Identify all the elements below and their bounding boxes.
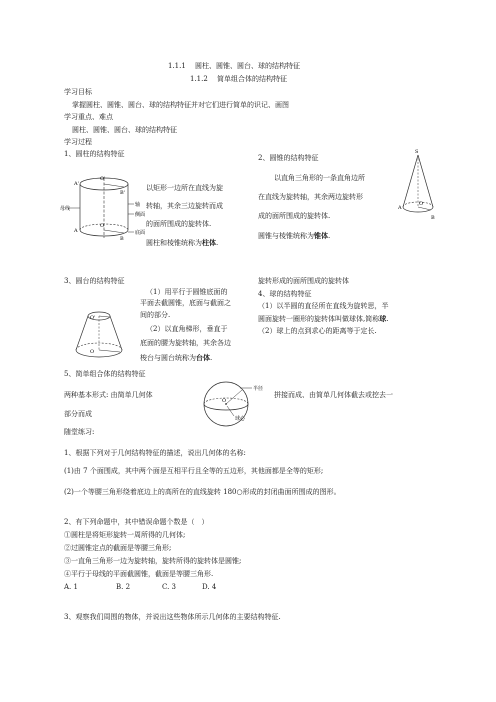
cylinder-tag-side: 侧面 xyxy=(135,212,146,218)
sphere-desc-2-text: 圆面旋转一圈形的旋转体叫做球体,简称 xyxy=(258,315,380,323)
sphere-desc-1: （1）以半圆的直径所在直线为旋转思，半 xyxy=(258,302,389,310)
question-2-statement-2: ②过圆锥定点的截面是等腰三角形; xyxy=(64,544,172,552)
cylinder-label-b: B xyxy=(120,236,124,242)
cylinder-desc-2: 转轴，其余三边旋转而成 xyxy=(146,202,223,210)
sphere-section-title: 4、球的结构特征 xyxy=(258,290,312,298)
cylinder-desc-3: 的面所围成的旋转体. xyxy=(146,220,212,228)
question-2-option-c: C. 3 xyxy=(162,583,177,591)
composite-section-title: 5、简单组合体的结构特征 xyxy=(64,370,146,378)
sphere-pre-text: 旋转形成的面所围成的旋转体 xyxy=(258,277,349,285)
frustum-label-o: O xyxy=(90,349,95,355)
sphere-desc-2-end: . xyxy=(386,315,389,323)
frustum-desc-2: 平面去截圆锥，底面与截面之 xyxy=(140,299,231,307)
practice-heading: 随堂练习: xyxy=(64,428,95,436)
composite-desc-1-right: 拼接而成、由简单几何体截去或挖去一 xyxy=(274,391,393,399)
frustum-desc-5: 底面的腰为旋转轴，其余各边 xyxy=(140,339,231,347)
cylinder-summary-text: 圆柱和棱锥统称为 xyxy=(146,239,202,247)
keypoints-heading: 学习重点、难点 xyxy=(64,113,113,121)
sphere-figure xyxy=(196,378,274,432)
cone-label-b: B xyxy=(431,215,435,221)
sphere-desc-3: （2）球上的点到求心的距离等于定长. xyxy=(258,327,377,335)
cone-section-title: 2、圆锥的结构特征 xyxy=(258,154,319,162)
frustum-section-title: 3、圆台的结构特征 xyxy=(64,277,125,285)
cone-desc-4 xyxy=(258,233,330,240)
cone-desc-3: 成的面所围成的旋转体. xyxy=(258,212,331,220)
cone-summary-end: . xyxy=(328,232,331,240)
cylinder-figure xyxy=(60,168,148,252)
cylinder-keyword: 柱体 xyxy=(202,239,216,247)
frustum-summary-end: . xyxy=(210,354,213,362)
cone-figure xyxy=(398,145,438,223)
sphere-keyword: 球 xyxy=(379,315,387,323)
question-2-statement-4: ④平行于母线的平面截圆锥，截面是等腰三角形. xyxy=(64,570,214,578)
frustum-desc-6 xyxy=(140,355,212,362)
question-2-statement-3: ③一直角三角形一边为旋转轴，旋转所得的旋转体是圆锥; xyxy=(64,557,242,565)
goals-text: 掌握圆柱、圆锥、圆台、球的结构特征并对它们进行简单的识记、画图 xyxy=(72,101,289,109)
question-2: 2、有下列命题中，其中错误命题个数是（ ） xyxy=(64,518,209,526)
cone-desc-2: 在直线为旋转轴，其余两边旋转形 xyxy=(258,193,363,201)
question-3: 3、观察我们周围的物体，并说出这些物体所示几何体的主要结构特征. xyxy=(64,613,281,621)
cylinder-label-o1: O' xyxy=(100,176,106,182)
cylinder-summary-end: . xyxy=(216,239,219,247)
cylinder-tag-base: 底面 xyxy=(135,230,146,236)
question-2-option-b: B. 2 xyxy=(116,583,131,591)
sphere-label-o: O xyxy=(222,398,227,404)
frustum-keyword: 台体 xyxy=(196,354,210,362)
cylinder-label-a: A xyxy=(74,228,78,234)
sphere-tag-radius: 半径 xyxy=(253,386,264,392)
cone-label-o: O xyxy=(419,201,424,207)
page-subtitle: 1.1.2 简单组合体的结构特征 xyxy=(190,75,288,83)
cylinder-label-o: O xyxy=(100,223,105,229)
cylinder-tag-axis: 轴 xyxy=(135,202,141,208)
goals-heading: 学习目标 xyxy=(64,88,92,96)
question-1-item-2: (2)一个等腰三角形绕着底边上的高所在的直线旋转 180○形成的封闭曲面所围成的图形。 xyxy=(64,488,341,496)
question-2-option-a: A. 1 xyxy=(64,583,78,591)
process-heading: 学习过程 xyxy=(64,138,92,146)
sphere-tag-center: 球心 xyxy=(235,416,246,422)
cone-label-a: A xyxy=(398,205,402,211)
cylinder-desc-4 xyxy=(146,240,218,247)
cylinder-desc-1: 以矩形一边所在直线为旋 xyxy=(146,184,223,192)
page-title: 1.1.1 圆柱、圆锥、圆台、球的结构特征 xyxy=(168,62,301,70)
cone-label-s: S xyxy=(415,149,419,155)
cone-summary-text: 圆锥与棱锥统称为 xyxy=(258,232,314,240)
cylinder-label-a1: A' xyxy=(74,181,79,187)
frustum-figure xyxy=(72,306,126,366)
cylinder-section-title: 1、圆柱的结构特征 xyxy=(64,150,125,158)
frustum-summary-text: 梭台与圆台统称为 xyxy=(140,354,196,362)
question-2-option-d: D. 4 xyxy=(202,583,217,591)
question-1: 1、根据下列对于几何结构特征的描述，说出几何体的名称: xyxy=(64,449,246,457)
sphere-desc-2 xyxy=(258,316,388,323)
composite-desc-2: 部分而成 xyxy=(64,410,92,418)
keypoints-text: 圆柱、圆锥、圆台、球的结构特征 xyxy=(72,126,177,134)
question-2-statement-1: ①圆柱是将矩形旋转一周所得的几何体; xyxy=(64,531,186,539)
cone-desc-1: 以直角三角形的一条直角边所 xyxy=(274,174,365,182)
frustum-label-o1: O' xyxy=(90,315,96,321)
question-1-item-1: (1)由 7 个面围成，其中两个面是互相平行且全等的五边形，其他面都是全等的矩形; xyxy=(64,467,324,475)
frustum-desc-1: （1）用平行于圆锥底面的 xyxy=(146,288,228,296)
frustum-desc-4: （2）以直角梯形，垂直于 xyxy=(146,325,228,333)
composite-desc-1: 两种基本形式: 由简单几何体 xyxy=(64,391,153,399)
cylinder-label-generatrix: 母线 xyxy=(60,206,71,212)
frustum-desc-3: 间的部分. xyxy=(140,311,171,319)
cylinder-label-b1: B' xyxy=(120,190,126,196)
cone-keyword: 锥体 xyxy=(314,232,328,240)
